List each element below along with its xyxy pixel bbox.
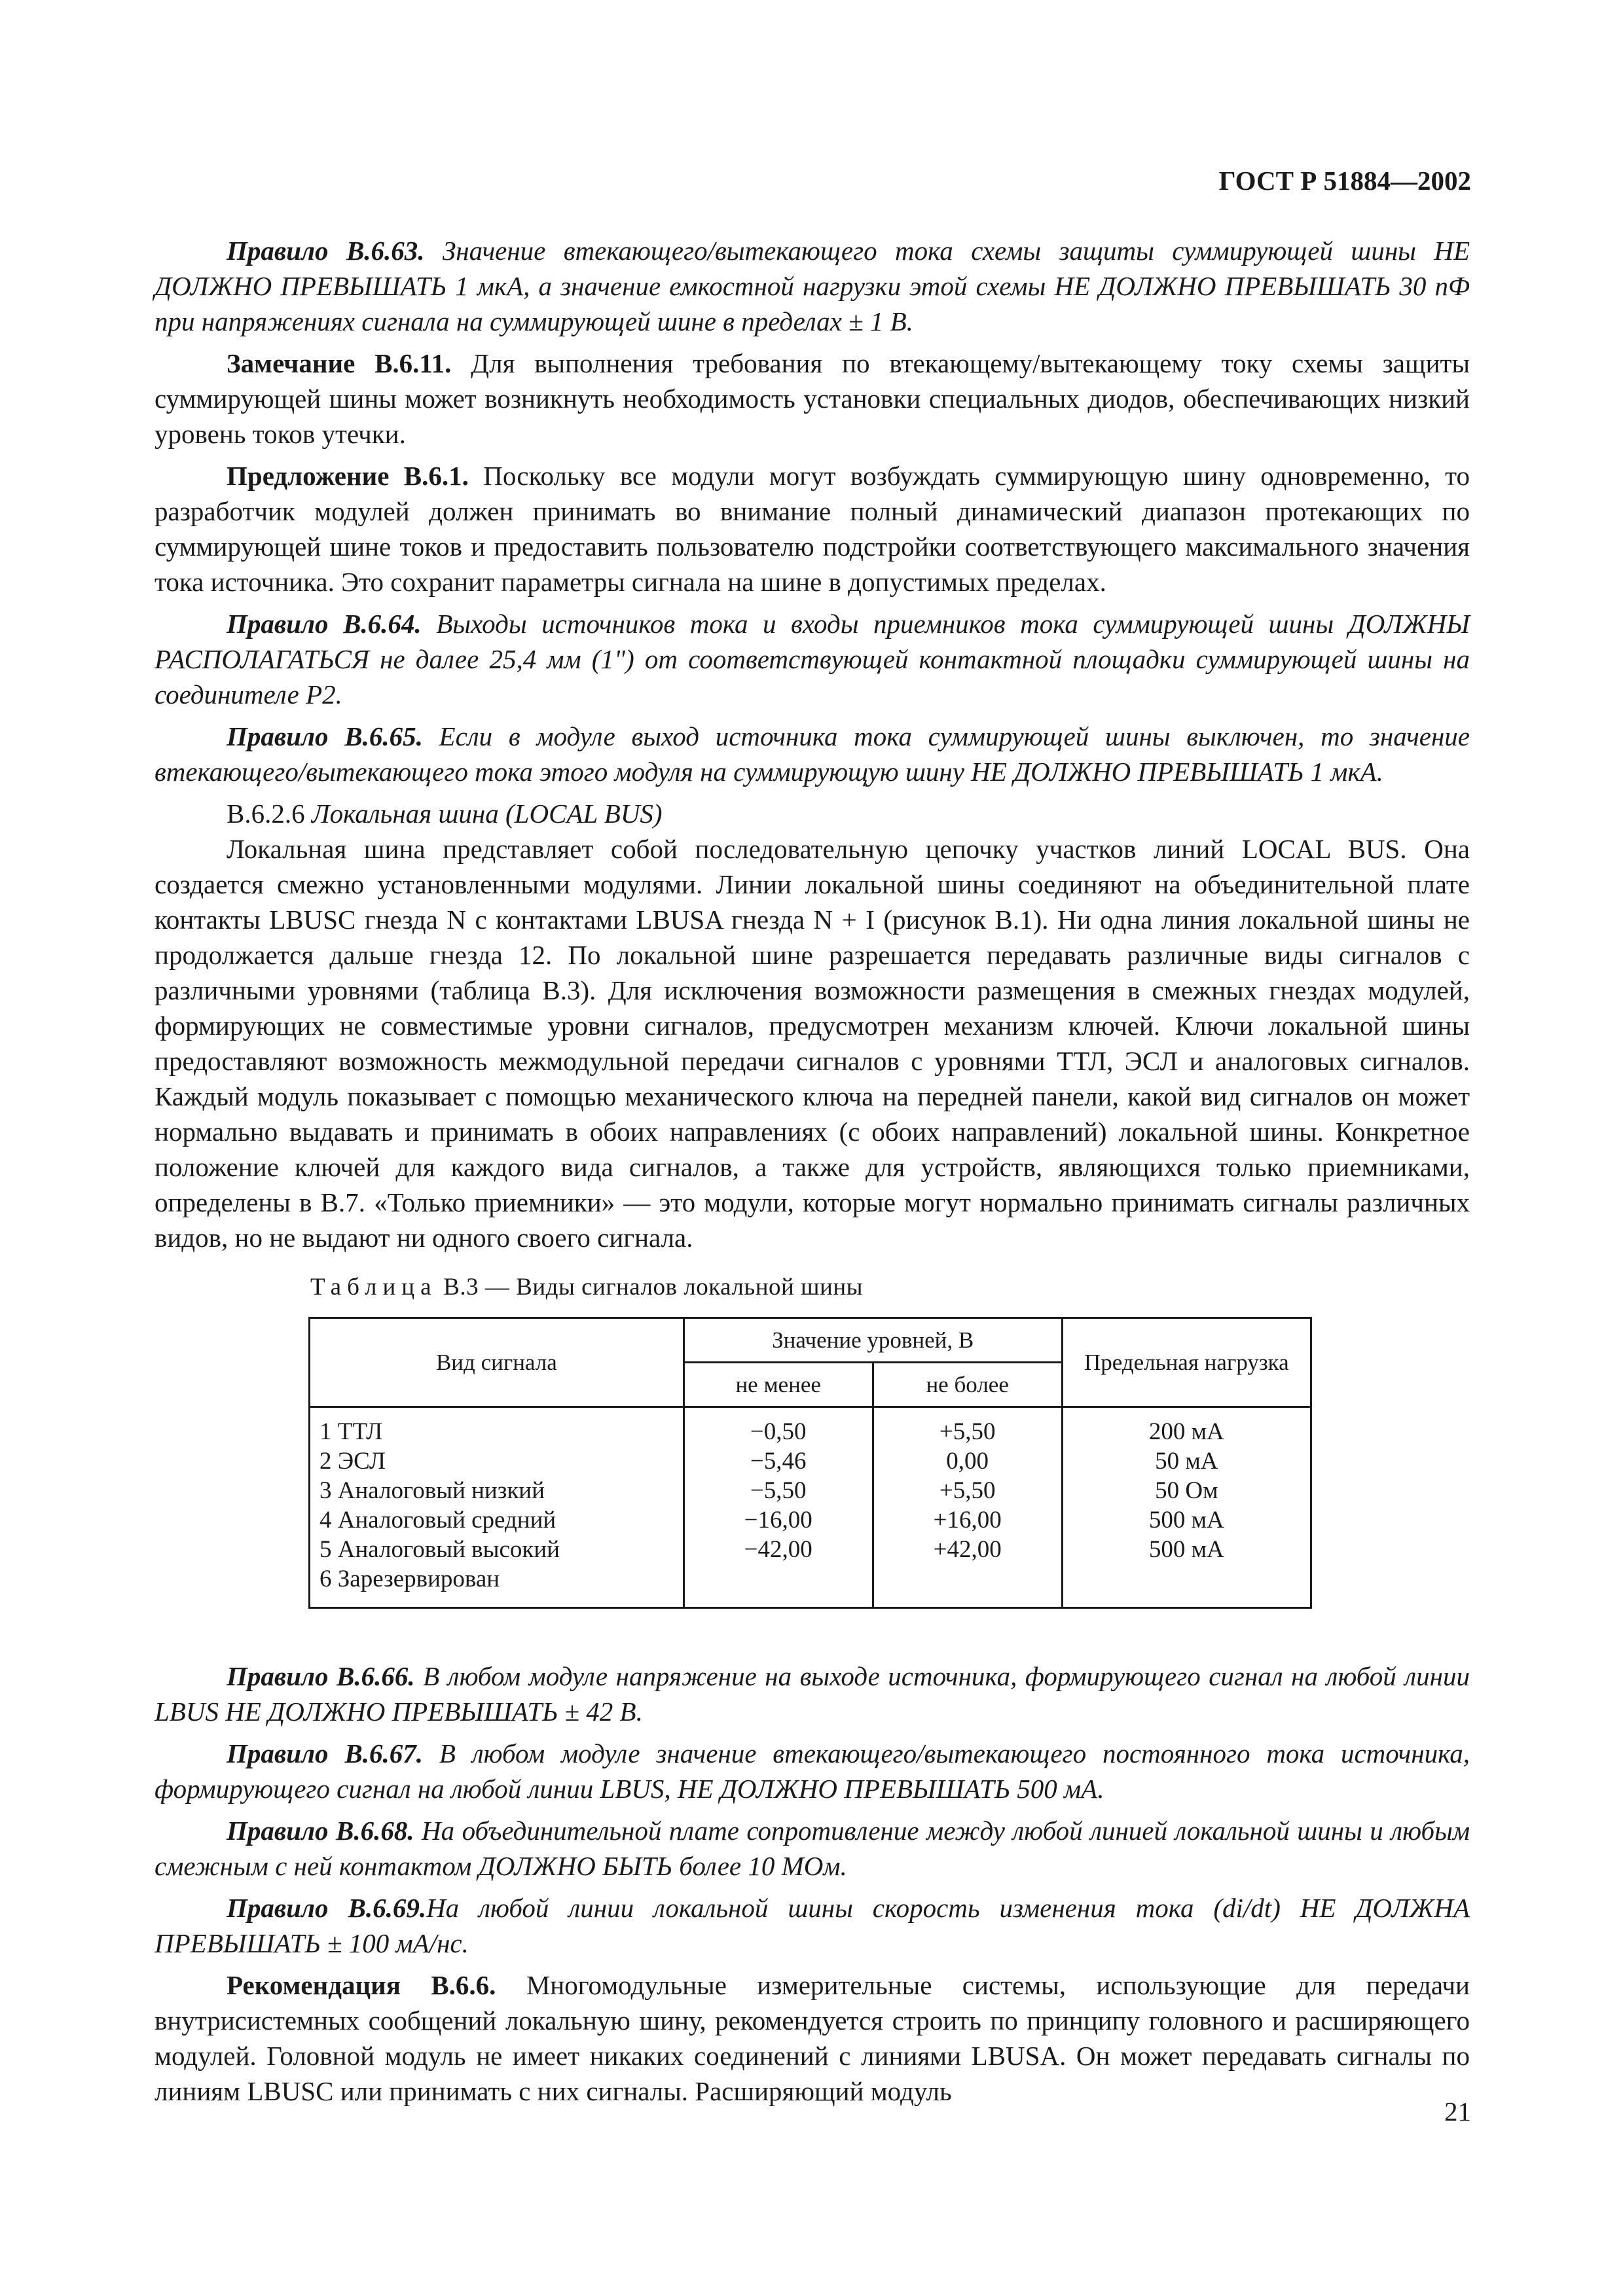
table-cell-name: 2 ЭСЛ xyxy=(319,1448,386,1475)
proposal-text: Поскольку все модули могут возбуждать суммирующую шину одновременно, то разработчик модулей должен принимать во внимание полный динамический диапазон протекающих по суммирующей шине токов и предоставить пользователю подстройки соответствующего максимального значения тока источника. Это сохранит параметры сигнала на шине в допустимых пределах. xyxy=(155,461,1470,597)
section-heading xyxy=(155,796,1470,831)
proposal-b6-1 xyxy=(155,458,1470,600)
table-cell-name: 3 Аналоговый низкий xyxy=(319,1477,545,1504)
table-cell-max: +16,00 xyxy=(933,1507,1002,1534)
header-signal-type: Вид сигнала xyxy=(310,1318,684,1407)
signal-types-table xyxy=(308,1317,1312,1609)
rule-text: На объединительной плате сопротивление между любой линией локальной шины и любым смежным с ней контактом ДОЛЖНО БЫТЬ более 10 МОм. xyxy=(155,1816,1470,1881)
rule-text: Выходы источников тока и входы приемников тока суммирующей шины ДОЛЖНЫ РАСПОЛАГАТЬСЯ не далее 25,4 мм (1") от соответствующей контактной площадки суммирующей шины на соединителе Р2. xyxy=(155,609,1470,709)
rule-label: Правило В.6.69. xyxy=(227,1893,427,1923)
table-cell-max: +5,50 xyxy=(939,1418,996,1445)
rule-b6-63 xyxy=(155,233,1470,339)
table-cell-load: 500 мА xyxy=(1148,1536,1224,1563)
table-cell-name: 6 Зарезервирован xyxy=(319,1566,500,1592)
recommendation-label: Рекомендация В.6.6. xyxy=(227,1970,496,2000)
table-cell-max: +5,50 xyxy=(939,1477,996,1504)
rule-b6-64 xyxy=(155,606,1470,712)
table-cell-min: −5,50 xyxy=(750,1477,807,1504)
recommendation-text: Многомодульные измерительные системы, использующие для передачи внутрисистемных сообщений локальную шину, рекомендуется строить по принципу головного и расширяющего модулей. Головной модуль не имеет никаких соединений с линиями LBUSA. Он может передавать сигналы по линиям LBUSC или принимать с них сигналы. Расширяющий модуль xyxy=(155,1970,1470,2106)
table-caption-word: Таблица xyxy=(310,1274,437,1300)
section-number: В.6.2.6 xyxy=(227,798,305,829)
rule-b6-68 xyxy=(155,1813,1470,1884)
rule-b6-69 xyxy=(155,1890,1470,1961)
header-min: не менее xyxy=(684,1363,873,1407)
rule-label: Правило В.6.63. xyxy=(227,236,425,266)
table-body-row xyxy=(310,1407,1311,1608)
rule-label: Правило В.6.65. xyxy=(227,721,423,751)
table-cell-name: 4 Аналоговый средний xyxy=(319,1507,556,1534)
rule-label: Правило В.6.67. xyxy=(227,1738,423,1768)
table-cell-min: −16,00 xyxy=(744,1507,812,1534)
table-caption-text: В.3 — Виды сигналов локальной шины xyxy=(437,1274,863,1300)
page-number: 21 xyxy=(1444,2096,1471,2126)
rule-label: Правило В.6.64. xyxy=(227,609,422,639)
rule-text: В любом модуле напряжение на выходе источника, формирующего сигнал на любой линии LBUS НЕ ДОЛЖНО ПРЕВЫШАТЬ ± 42 В. xyxy=(155,1661,1470,1727)
body-paragraph: Локальная шина представляет собой последовательную цепочку участков линий LOCAL BUS. Она создается смежно установленными модулями. Линии локальной шины соединяют на объединительной плате контакты LBUSC гнезда N с контактами LBUSA гнезда N + I (рисунок В.1). Ни одна линия локальной шины не продолжается дальше гнезда 12. По локальной шине разрешается передавать различные виды сигналов с различными уровнями (таблица В.3). Для исключения возможности размещения в смежных гнездах модулей, формирующих не совместимые уровни сигналов, предусмотрен механизм ключей. Ключи локальной шины предоставляют возможность межмодульной передачи сигналов с уровнями ТТЛ, ЭСЛ и аналоговых сигналов. Каждый модуль показывает с помощью механического ключа на передней панели, какой вид сигналов он может нормально выдавать и принимать в обоих направлениях (с обоих направлений) локальной шины. Конкретное положение ключей для каждого вида сигналов, а также для устройств, являющихся только приемниками, определены в В.7. «Только приемники» — это модули, которые могут нормально принимать сигналы различных видов, но не выдают ни одного своего сигнала. xyxy=(155,834,1470,1253)
rule-b6-67 xyxy=(155,1736,1470,1806)
table-cell-min xyxy=(694,1564,863,1594)
table-cell-max xyxy=(883,1564,1052,1594)
rules-after-table xyxy=(155,1659,1470,2109)
rule-b6-65 xyxy=(155,719,1470,789)
table-cell-max: +42,00 xyxy=(933,1536,1002,1563)
rule-text: В любом модуле значение втекающего/вытекающего постоянного тока источника, формирующего сигнал на любой линии LBUS, НЕ ДОЛЖНО ПРЕВЫШАТЬ 500 мА. xyxy=(155,1738,1470,1804)
rule-b6-66 xyxy=(155,1659,1470,1729)
header-load: Предельная нагрузка xyxy=(1062,1318,1311,1407)
note-b6-11 xyxy=(155,346,1470,452)
note-text: Для выполнения требования по втекающему/вытекающему току схемы защиты суммирующей шины может возникнуть необходимость установки специальных диодов, обеспечивающих низкий уровень токов утечки. xyxy=(155,348,1470,449)
table-cell-load: 500 мА xyxy=(1148,1507,1224,1534)
table-cell-load: 50 Ом xyxy=(1155,1477,1218,1504)
note-label: Замечание В.6.11. xyxy=(227,348,452,378)
header-levels: Значение уровней, В xyxy=(684,1318,1062,1363)
rule-text: Значение втекающего/вытекающего тока схемы защиты суммирующей шины НЕ ДОЛЖНО ПРЕВЫШАТЬ 1 мкА, а значение емкостной нагрузки этой схемы НЕ ДОЛЖНО ПРЕВЫШАТЬ 30 пФ при напряжениях сигнала на суммирующей шине в пределах ± 1 В. xyxy=(155,236,1470,336)
rule-text: На любой линии локальной шины скорость изменения тока (di/dt) НЕ ДОЛЖНА ПРЕВЫШАТЬ ± 100 мА/нс. xyxy=(155,1893,1470,1958)
recommendation-b6-6 xyxy=(155,1967,1470,2109)
rule-text: Если в модуле выход источника тока суммирующей шины выключен, то значение втекающего/вытекающего тока этого модуля на суммирующую шину НЕ ДОЛЖНО ПРЕВЫШАТЬ 1 мкА. xyxy=(155,721,1470,787)
table-caption xyxy=(310,1270,1470,1305)
table-cell-max: 0,00 xyxy=(946,1448,989,1475)
table-cell-load xyxy=(1072,1564,1301,1594)
table-cell-min: −0,50 xyxy=(750,1418,807,1445)
table-cell-load: 200 мА xyxy=(1148,1418,1224,1445)
proposal-label: Предложение В.6.1. xyxy=(227,461,469,491)
column-max-values xyxy=(873,1407,1062,1608)
rule-label: Правило В.6.68. xyxy=(227,1816,414,1846)
table-cell-load: 50 мА xyxy=(1155,1448,1218,1475)
section-title: Локальная шина (LOCAL BUS) xyxy=(311,798,663,829)
document-header-code: ГОСТ Р 51884—2002 xyxy=(1218,166,1471,196)
column-load-values xyxy=(1062,1407,1311,1608)
page-content xyxy=(155,233,1470,2115)
column-signal-names xyxy=(310,1407,684,1608)
rule-label: Правило В.6.66. xyxy=(227,1661,415,1691)
header-max: не более xyxy=(873,1363,1062,1407)
table-cell-name: 1 ТТЛ xyxy=(319,1418,383,1445)
table-cell-min: −42,00 xyxy=(744,1536,812,1563)
column-min-values xyxy=(684,1407,873,1608)
table-cell-min: −5,46 xyxy=(750,1448,807,1475)
table-cell-name: 5 Аналоговый высокий xyxy=(319,1536,560,1563)
